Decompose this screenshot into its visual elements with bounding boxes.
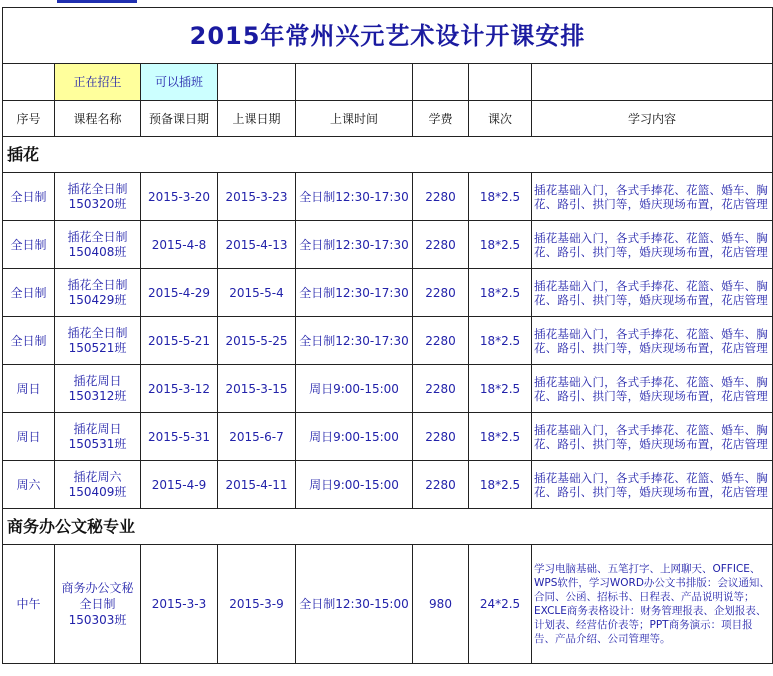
course-name-line: 150408班 [68, 244, 127, 259]
cell-fee[interactable]: 2280 [413, 269, 469, 317]
cell-prep-date[interactable]: 2015-4-8 [141, 221, 218, 269]
cell-fee[interactable]: 2280 [413, 365, 469, 413]
cell-no[interactable]: 全日制 [3, 221, 55, 269]
table-row [3, 173, 773, 221]
cell-class-date[interactable]: 2015-4-11 [218, 461, 296, 509]
course-name-line: 150521班 [68, 340, 127, 355]
header-class-date[interactable]: 上课日期 [218, 101, 296, 137]
cell-empty[interactable] [218, 64, 296, 101]
cell-no[interactable]: 中午 [3, 545, 55, 664]
page-title: 2015年常州兴元艺术设计开课安排 [3, 8, 773, 64]
top-cell-border-mark [57, 0, 137, 3]
cell-class-date[interactable]: 2015-4-13 [218, 221, 296, 269]
cell-class-date[interactable]: 2015-3-15 [218, 365, 296, 413]
cell-prep-date[interactable]: 2015-5-21 [141, 317, 218, 365]
course-name-line: 插花全日制 [67, 277, 128, 292]
table-row [3, 545, 773, 664]
cell-class-date[interactable]: 2015-3-23 [218, 173, 296, 221]
cell-content[interactable]: 插花基础入门，各式手捧花、花篮、婚车、胸花、路引、拱门等，婚庆现场布置，花店管理 [532, 173, 773, 221]
header-sessions[interactable]: 课次 [469, 101, 532, 137]
cell-class-time[interactable]: 全日制12:30-15:00 [296, 545, 413, 664]
cell-content[interactable]: 插花基础入门，各式手捧花、花篮、婚车、胸花、路引、拱门等，婚庆现场布置，花店管理 [532, 317, 773, 365]
legend-row [3, 64, 773, 101]
cell-no[interactable]: 全日制 [3, 269, 55, 317]
cell-course-name[interactable] [55, 173, 141, 221]
cell-sessions[interactable]: 18*2.5 [469, 461, 532, 509]
course-name-line: 插花全日制 [67, 325, 128, 340]
cell-prep-date[interactable]: 2015-5-31 [141, 413, 218, 461]
cell-content[interactable]: 学习电脑基础、五笔打字、上网聊天、OFFICE、WPS软件，学习WORD办公文书排版：会议通知、合同、公函、招标书、日程表、产品说明说等；EXCLE商务表格设计：财务管理报表、企划报表、计划表、经营估价表等；PPT商务演示：项目报告、产品介绍、公司管理等。 [532, 545, 773, 664]
course-name-line: 150429班 [68, 292, 127, 307]
cell-class-time[interactable]: 全日制12:30-17:30 [296, 269, 413, 317]
course-name-line: 150320班 [68, 196, 127, 211]
section-header [3, 509, 773, 545]
cell-sessions[interactable]: 18*2.5 [469, 317, 532, 365]
cell-empty[interactable] [296, 64, 413, 101]
cell-sessions[interactable]: 18*2.5 [469, 365, 532, 413]
cell-prep-date[interactable]: 2015-3-3 [141, 545, 218, 664]
cell-sessions[interactable]: 24*2.5 [469, 545, 532, 664]
cell-no[interactable]: 周日 [3, 413, 55, 461]
cell-course-name[interactable] [55, 221, 141, 269]
cell-fee[interactable]: 2280 [413, 413, 469, 461]
cell-prep-date[interactable]: 2015-3-20 [141, 173, 218, 221]
cell-content[interactable]: 插花基础入门，各式手捧花、花篮、婚车、胸花、路引、拱门等，婚庆现场布置，花店管理 [532, 365, 773, 413]
cell-empty[interactable] [413, 64, 469, 101]
table-row [3, 413, 773, 461]
cell-sessions[interactable]: 18*2.5 [469, 269, 532, 317]
course-name-line: 150303班 [68, 613, 127, 627]
header-content[interactable]: 学习内容 [532, 101, 773, 137]
cell-course-name[interactable] [55, 413, 141, 461]
header-fee[interactable]: 学费 [413, 101, 469, 137]
cell-fee[interactable]: 2280 [413, 221, 469, 269]
table-row [3, 269, 773, 317]
cell-class-date[interactable]: 2015-3-9 [218, 545, 296, 664]
table-row [3, 317, 773, 365]
cell-empty[interactable] [532, 64, 773, 101]
cell-fee[interactable]: 980 [413, 545, 469, 664]
cell-class-time[interactable]: 全日制12:30-17:30 [296, 173, 413, 221]
cell-content[interactable]: 插花基础入门，各式手捧花、花篮、婚车、胸花、路引、拱门等，婚庆现场布置，花店管理 [532, 461, 773, 509]
cell-class-date[interactable]: 2015-5-25 [218, 317, 296, 365]
course-name-line: 150531班 [68, 436, 127, 451]
cell-course-name[interactable] [55, 545, 141, 664]
header-row [3, 101, 773, 137]
section-title[interactable]: 插花 [3, 137, 773, 173]
course-name-line: 150409班 [68, 484, 127, 499]
cell-prep-date[interactable]: 2015-3-12 [141, 365, 218, 413]
cell-course-name[interactable] [55, 461, 141, 509]
legend-can-join[interactable]: 可以插班 [141, 64, 218, 101]
course-name-line: 插花周日 [73, 373, 122, 388]
cell-sessions[interactable]: 18*2.5 [469, 221, 532, 269]
course-name-line: 插花全日制 [67, 181, 128, 196]
cell-course-name[interactable] [55, 269, 141, 317]
cell-prep-date[interactable]: 2015-4-9 [141, 461, 218, 509]
cell-prep-date[interactable]: 2015-4-29 [141, 269, 218, 317]
header-class-time[interactable]: 上课时间 [296, 101, 413, 137]
cell-fee[interactable]: 2280 [413, 173, 469, 221]
header-prep-date[interactable]: 预备课日期 [141, 101, 218, 137]
cell-class-date[interactable]: 2015-6-7 [218, 413, 296, 461]
cell-content[interactable]: 插花基础入门，各式手捧花、花篮、婚车、胸花、路引、拱门等，婚庆现场布置，花店管理 [532, 269, 773, 317]
course-name-line: 插花全日制 [67, 229, 128, 244]
cell-sessions[interactable]: 18*2.5 [469, 173, 532, 221]
header-no[interactable]: 序号 [3, 101, 55, 137]
cell-content[interactable]: 插花基础入门，各式手捧花、花篮、婚车、胸花、路引、拱门等，婚庆现场布置，花店管理 [532, 413, 773, 461]
cell-class-date[interactable]: 2015-5-4 [218, 269, 296, 317]
cell-no[interactable]: 周日 [3, 365, 55, 413]
cell-course-name[interactable] [55, 365, 141, 413]
cell-class-time[interactable]: 全日制12:30-17:30 [296, 317, 413, 365]
cell-fee[interactable]: 2280 [413, 317, 469, 365]
course-name-line: 全日制 [79, 597, 116, 611]
cell-class-time[interactable]: 周日9:00-15:00 [296, 365, 413, 413]
section-header [3, 137, 773, 173]
cell-empty[interactable] [3, 64, 55, 101]
cell-sessions[interactable]: 18*2.5 [469, 413, 532, 461]
course-name-line: 商务办公文秘 [61, 581, 134, 595]
header-course[interactable]: 课程名称 [55, 101, 141, 137]
cell-empty[interactable] [469, 64, 532, 101]
cell-content[interactable]: 插花基础入门，各式手捧花、花篮、婚车、胸花、路引、拱门等，婚庆现场布置，花店管理 [532, 221, 773, 269]
cell-class-time[interactable]: 全日制12:30-17:30 [296, 221, 413, 269]
table-row [3, 461, 773, 509]
table-row [3, 221, 773, 269]
cell-no[interactable]: 全日制 [3, 317, 55, 365]
cell-course-name[interactable] [55, 317, 141, 365]
cell-class-time[interactable]: 周日9:00-15:00 [296, 461, 413, 509]
cell-no[interactable]: 周六 [3, 461, 55, 509]
table-row [3, 365, 773, 413]
cell-class-time[interactable]: 周日9:00-15:00 [296, 413, 413, 461]
cell-no[interactable]: 全日制 [3, 173, 55, 221]
cell-fee[interactable]: 2280 [413, 461, 469, 509]
schedule-table [2, 7, 773, 664]
section-title[interactable]: 商务办公文秘专业 [3, 509, 773, 545]
course-name-line: 150312班 [68, 388, 127, 403]
course-name-line: 插花周日 [73, 421, 122, 436]
course-name-line: 插花周六 [73, 469, 122, 484]
legend-enrolling[interactable]: 正在招生 [55, 64, 141, 101]
